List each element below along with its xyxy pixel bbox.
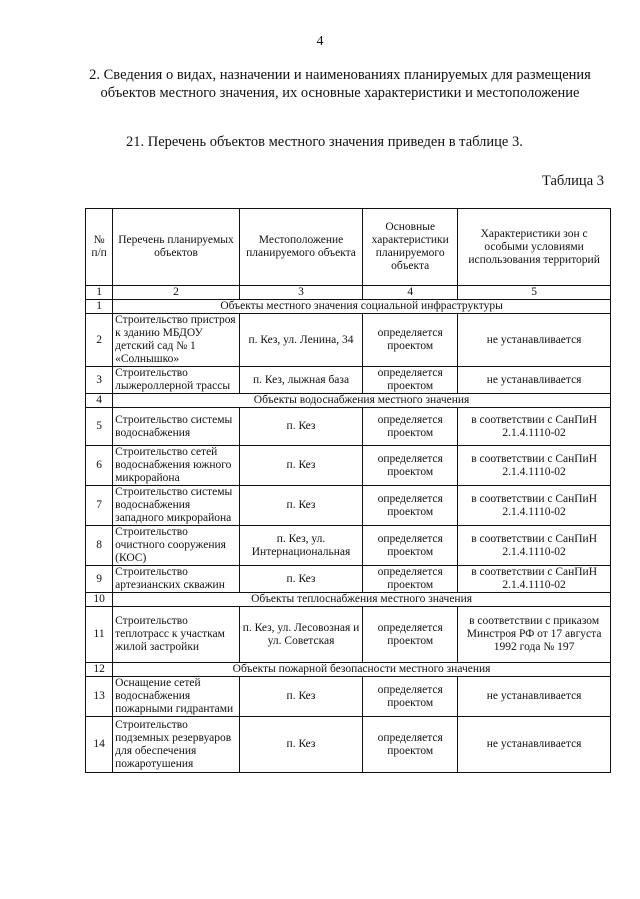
row-number: 14 [86, 717, 113, 773]
column-number: 3 [239, 286, 362, 300]
object-location: п. Кез, ул. Лесовозная и ул. Советская [239, 607, 362, 663]
object-characteristics: определяется проектом [363, 446, 458, 486]
object-name: Строительство системы водоснабжения [113, 408, 240, 446]
object-characteristics: определяется проектом [363, 677, 458, 717]
object-name: Строительство артезианских скважин [113, 566, 240, 593]
zone-characteristics: в соответствии с СанПиН 2.1.4.1110-02 [458, 446, 611, 486]
section-row [86, 394, 611, 408]
object-name: Строительство подземных резервуаров для обеспечения пожаротушения [113, 717, 240, 773]
object-name: Строительство системы водоснабжения западного микрорайона [113, 486, 240, 526]
header-characteristics: Основные характеристики планируемого объекта [363, 209, 458, 286]
object-characteristics: определяется проектом [363, 607, 458, 663]
object-location: п. Кез [239, 566, 362, 593]
section-title: Объекты теплоснабжения местного значения [113, 593, 611, 607]
section-row [86, 663, 611, 677]
row-number: 9 [86, 566, 113, 593]
table-row [86, 446, 611, 486]
column-number: 1 [86, 286, 113, 300]
table-row [86, 566, 611, 593]
table-row [86, 367, 611, 394]
zone-characteristics: в соответствии с приказом Минстроя РФ от 17 августа 1992 года № 197 [458, 607, 611, 663]
zone-characteristics: в соответствии с СанПиН 2.1.4.1110-02 [458, 526, 611, 566]
zone-characteristics: не устанавливается [458, 367, 611, 394]
object-name: Оснащение сетей водоснабжения пожарными гидрантами [113, 677, 240, 717]
table-caption: Таблица 3 [541, 173, 604, 189]
table-row [86, 607, 611, 663]
table-header-row [86, 209, 611, 286]
column-number-row [86, 286, 611, 300]
section-title: Объекты пожарной безопасности местного значения [113, 663, 611, 677]
object-name: Строительство пристроя к зданию МБДОУ детский сад № 1 «Солнышко» [113, 314, 240, 367]
zone-characteristics: не устанавливается [458, 314, 611, 367]
object-location: п. Кез, лыжная база [239, 367, 362, 394]
table-row [86, 314, 611, 367]
row-number: 7 [86, 486, 113, 526]
object-name: Строительство теплотрасс к участкам жилой застройки [113, 607, 240, 663]
zone-characteristics: не устанавливается [458, 717, 611, 773]
object-name: Строительство очистного сооружения (КОС) [113, 526, 240, 566]
intro-paragraph: 21. Перечень объектов местного значения приведен в таблице 3. [126, 134, 523, 150]
table-row [86, 526, 611, 566]
table-row [86, 486, 611, 526]
zone-characteristics: не устанавливается [458, 677, 611, 717]
column-number: 2 [113, 286, 240, 300]
column-number: 5 [458, 286, 611, 300]
object-name: Строительство сетей водоснабжения южного микрорайона [113, 446, 240, 486]
object-location: п. Кез [239, 408, 362, 446]
row-number: 4 [86, 394, 113, 408]
row-number: 6 [86, 446, 113, 486]
object-location: п. Кез [239, 486, 362, 526]
zone-characteristics: в соответствии с СанПиН 2.1.4.1110-02 [458, 408, 611, 446]
section-heading: 2. Сведения о видах, назначении и наименованиях планируемых для размещения объектов местного значения, их основные характеристики и местоположение [89, 67, 591, 101]
object-characteristics: определяется проектом [363, 486, 458, 526]
table-row [86, 677, 611, 717]
section-row [86, 593, 611, 607]
object-location: п. Кез, ул. Ленина, 34 [239, 314, 362, 367]
object-characteristics: определяется проектом [363, 408, 458, 446]
object-characteristics: определяется проектом [363, 717, 458, 773]
section-title: Объекты водоснабжения местного значения [113, 394, 611, 408]
row-number: 1 [86, 300, 113, 314]
object-characteristics: определяется проектом [363, 566, 458, 593]
object-characteristics: определяется проектом [363, 526, 458, 566]
table-row [86, 408, 611, 446]
zone-characteristics: в соответствии с СанПиН 2.1.4.1110-02 [458, 486, 611, 526]
header-zones: Характеристики зон с особыми условиями использования территорий [458, 209, 611, 286]
column-number: 4 [363, 286, 458, 300]
header-number: № п/п [86, 209, 113, 286]
zone-characteristics: в соответствии с СанПиН 2.1.4.1110-02 [458, 566, 611, 593]
header-objects: Перечень планируемых объектов [113, 209, 240, 286]
object-characteristics: определяется проектом [363, 367, 458, 394]
row-number: 2 [86, 314, 113, 367]
row-number: 10 [86, 593, 113, 607]
row-number: 5 [86, 408, 113, 446]
row-number: 13 [86, 677, 113, 717]
row-number: 3 [86, 367, 113, 394]
section-title: Объекты местного значения социальной инфраструктуры [113, 300, 611, 314]
object-location: п. Кез [239, 717, 362, 773]
object-name: Строительство лыжероллерной трассы [113, 367, 240, 394]
object-location: п. Кез [239, 677, 362, 717]
object-location: п. Кез, ул. Интернациональная [239, 526, 362, 566]
objects-table [85, 208, 611, 773]
object-characteristics: определяется проектом [363, 314, 458, 367]
section-row [86, 300, 611, 314]
row-number: 11 [86, 607, 113, 663]
table-row [86, 717, 611, 773]
page-number: 4 [316, 34, 324, 49]
row-number: 8 [86, 526, 113, 566]
object-location: п. Кез [239, 446, 362, 486]
row-number: 12 [86, 663, 113, 677]
header-location: Местоположение планируемого объекта [239, 209, 362, 286]
